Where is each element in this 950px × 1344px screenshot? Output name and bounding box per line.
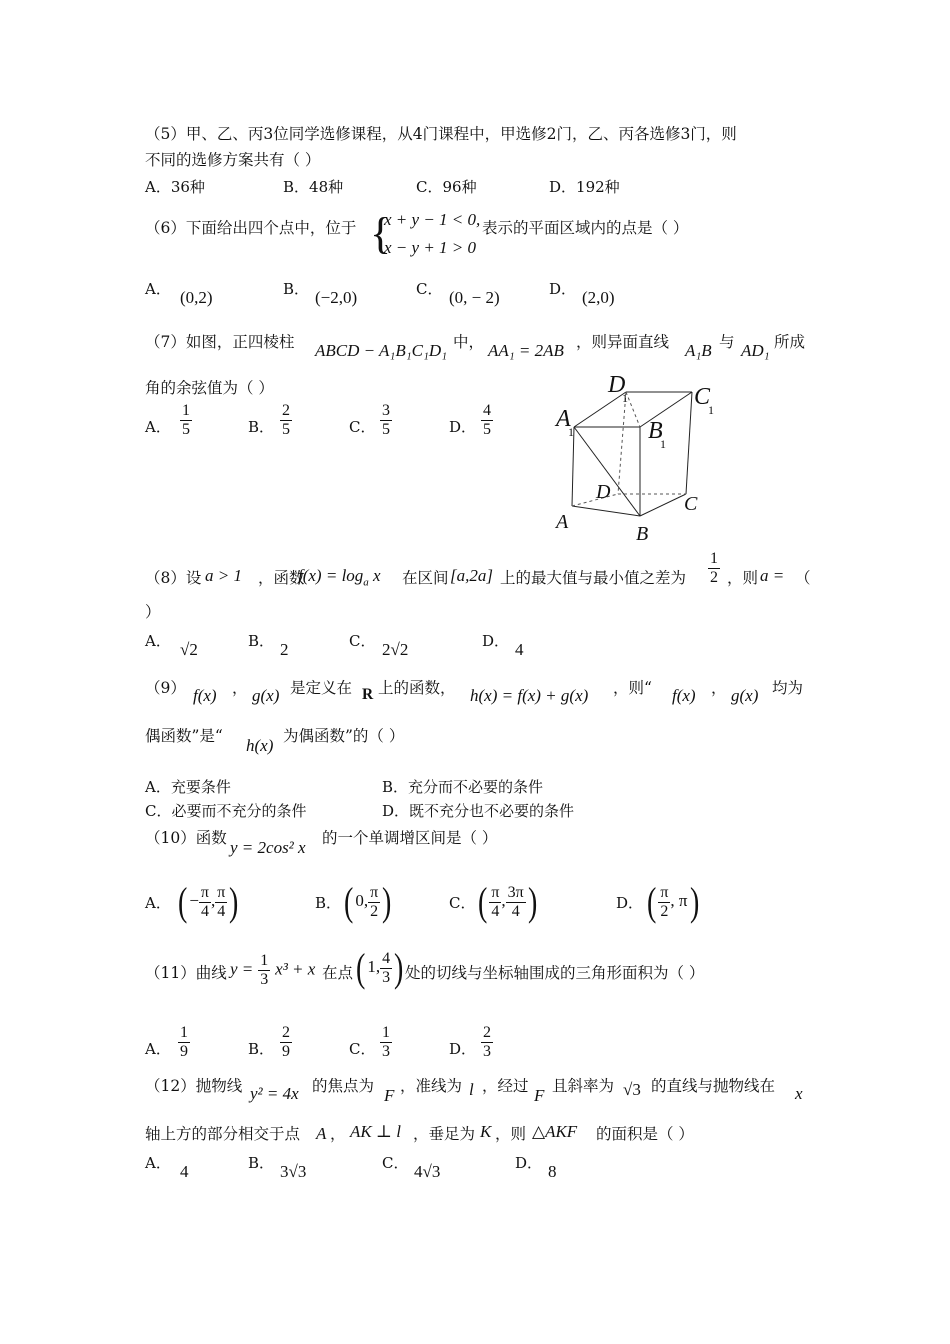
q12-parabola: y² = 4x [250,1084,299,1103]
q12-mid2: ，准线为 [400,1077,463,1095]
label-a: A [556,511,569,533]
q6-label-d: D． [549,280,577,298]
q6-ineq1: x + y − 1 < 0, [384,210,481,229]
q8-label-d: D． [482,632,510,650]
q12-point-k: K [480,1122,492,1141]
q9-line2a: 偶函数”是“ [145,727,223,745]
q10-label-d: D． [616,894,644,912]
q5-option-b: B．48种 [283,178,344,196]
q6-value-d: (2,0) [582,288,615,307]
edge-cc1 [686,392,692,494]
label-c1: C [694,384,711,410]
q9-mid2: 上的函数， [378,679,456,697]
q9-option-d: D．既不充分也不必要的条件 [382,802,575,820]
edge-d1b1 [626,392,640,427]
q8-tail: （ [795,569,811,587]
q7-label-d: D． [449,418,477,436]
q11-prefix: （11）曲线 [145,964,227,982]
q12-mid4: 且斜率为 [552,1077,615,1095]
q7-line-b: AD₁ [741,341,770,360]
q10-interval-d: ( $\frac{\pi}{2}$ , π) [646,879,699,924]
q9-f: f(x) [193,686,217,705]
q12-perp: AK ⊥ l [350,1122,401,1141]
q7-frac-c: $\frac{3}{5}$ [382,402,390,438]
q7-label-b: B． [248,418,275,436]
q8-value-a: √2 [180,640,198,659]
label-d: D [596,481,611,503]
q12-mid3: ，经过 [482,1077,529,1095]
q9-h: h(x) = f(x) + g(x) [470,686,589,705]
q7-line2: 角的余弦值为（ ） [145,379,274,397]
edge-ad [572,494,618,506]
q12-mid: 的焦点为 [312,1077,375,1095]
q5-line2: 不同的选修方案共有（ ） [145,151,321,169]
q11-frac-d: $\frac{2}{3}$ [483,1024,491,1060]
q7-line-a: A₁B [685,341,712,360]
q12-comma: ， [330,1125,346,1143]
q12-directrix: l [469,1080,474,1099]
q12-line2a: 轴上方的部分相交于点 [145,1125,301,1143]
q9-option-a: A．充要条件 [145,778,231,796]
q6-prefix: （6）下面给出四个点中，位于 [145,219,357,237]
label-c: C [684,493,698,515]
brace-icon: { [370,209,392,258]
q12-mid5: 的直线与抛物线在 [651,1077,776,1095]
q7-mid: 中， [453,333,485,351]
label-b1-sub: 1 [660,437,666,451]
label-a1: A [556,406,571,432]
q10-suffix: 的一个单调增区间是（ ） [322,829,498,847]
q6-value-a: (0,2) [180,288,213,307]
q10-interval-b: ( 0, $\frac{\pi}{2}$ ) [343,879,392,924]
q9-mid: 是定义在 [290,679,353,697]
q11-label-b: B． [248,1040,275,1058]
prism-figure [548,364,728,544]
edge-ab [572,506,640,516]
label-c1-sub: 1 [708,403,714,417]
q12-value-c: 4√3 [414,1162,441,1181]
q12-label-b: B． [248,1154,275,1172]
q12-prefix: （12）抛物线 [145,1077,243,1095]
q8-mid4: ，则 [727,569,759,587]
label-b: B [636,523,649,544]
q12-value-b: 3√3 [280,1162,307,1181]
q7-mid2: ，则异面直线 [576,333,670,351]
q9-g: g(x) [252,686,280,705]
q10-label-b: B． [315,894,342,912]
q9-prefix: （9） [145,679,186,697]
q7-condition: AA₁ = 2AB [488,341,564,360]
q5-line1: （5）甲、乙、丙3位同学选修课程，从4门课程中，甲选修2门，乙、丙各选修3门，则 [145,125,737,143]
label-d1: D [608,372,626,398]
q6-label-c: C． [416,280,443,298]
q9-comma: ， [232,679,248,697]
q8-condition: a > 1 [205,566,242,585]
q7-label-a: A． [145,418,171,436]
q5-option-a: A．36种 [145,178,205,196]
edge-dd1 [618,392,626,494]
q6-value-b: (−2,0) [315,288,358,307]
q8-mid3: 上的最大值与最小值之差为 [500,569,687,587]
q8-func: $f(x) = \log_a x$ [298,566,381,589]
q6-value-c: (0, − 2) [449,288,500,307]
q12-label-c: C． [382,1154,409,1172]
q8-prefix: （8）设 [145,569,202,587]
q7-frac-b: $\frac{2}{5}$ [282,402,290,438]
q7-label-c: C． [349,418,376,436]
q12-label-d: D． [515,1154,543,1172]
q7-prefix: （7）如图，正四棱柱 [145,333,295,351]
q9-h2: h(x) [246,736,274,755]
q7-frac-d: $\frac{4}{5}$ [483,402,491,438]
q9-comma2: ， [711,679,727,697]
q8-label-a: A． [145,632,171,650]
edge-bc [640,494,686,516]
q12-line2c: ，则 [495,1125,527,1143]
q11-frac-b: $\frac{2}{9}$ [282,1024,290,1060]
q9-option-c: C．必要而不充分的条件 [145,802,307,820]
q12-line2d: 的面积是（ ） [596,1125,694,1143]
q8-answer: a = [760,566,785,585]
q10-interval-a: ( − $\frac{\pi}{4}$ , $\frac{\pi}{4}$ ) [177,879,239,924]
q12-x: x [795,1084,803,1103]
q8-line2: ） [145,603,161,621]
q12-line2b: ，垂足为 [413,1125,476,1143]
q11-frac-a: $\frac{1}{9}$ [180,1024,188,1060]
q5-option-d: D．192种 [549,178,620,196]
q11-curve: y = $\frac{1}{3}$ x³ + x [230,952,316,988]
q9-g2: g(x) [731,686,759,705]
q12-value-d: 8 [548,1162,557,1181]
q11-label-a: A． [145,1040,171,1058]
q12-focus: F [384,1086,395,1105]
q12-label-a: A． [145,1154,171,1172]
q8-label-b: B． [248,632,275,650]
q9-option-b: B．充分而不必要的条件 [382,778,544,796]
q7-frac-a: $\frac{1}{5}$ [182,402,190,438]
q7-and: 与 [719,333,735,351]
q8-interval: [a,2a] [450,566,493,585]
q10-interval-c: ( $\frac{\pi}{4}$ , $\frac{3\pi}{4}$ ) [477,879,538,924]
q12-value-a: 4 [180,1162,189,1181]
q8-mid: ，函数 [258,569,305,587]
q9-tail: 均为 [772,679,804,697]
q8-value-b: 2 [280,640,289,659]
q11-label-c: C． [349,1040,376,1058]
q8-half: $\frac{1}{2}$ [710,550,718,586]
label-b1: B [648,418,663,444]
q6-ineq2: x − y + 1 > 0 [384,238,477,257]
q12-slope: √3 [623,1080,641,1099]
q11-mid: 在点 [322,964,354,982]
q10-label-c: C． [449,894,476,912]
q11-frac-c: $\frac{1}{3}$ [382,1024,390,1060]
q5-option-c: C．96种 [416,178,477,196]
q7-prism: ABCD − A₁B₁C₁D₁ [315,341,448,360]
q9-real-set: R [362,686,374,703]
q10-func: y = 2cos² x [230,838,306,857]
label-a1-sub: 1 [568,425,574,439]
q8-mid2: 在区间 [402,569,449,587]
q9-line2b: 为偶函数”的（ ） [283,727,405,745]
q11-label-d: D． [449,1040,477,1058]
q12-triangle: △AKF [532,1122,578,1141]
q9-f2: f(x) [672,686,696,705]
label-d1-sub: 1 [622,391,628,405]
q8-value-c: 2√2 [382,640,409,659]
q7-suffix: 所成 [774,333,806,351]
q6-suffix: 表示的平面区域内的点是（ ） [482,219,689,237]
q8-value-d: 4 [515,640,524,659]
q12-point-a: A [316,1124,327,1143]
q10-label-a: A． [145,894,171,912]
q10-prefix: （10）函数 [145,829,227,847]
q8-label-c: C． [349,632,376,650]
q9-mid3: ，则“ [613,679,652,697]
q6-label-b: B． [283,280,310,298]
q12-focus2: F [534,1086,545,1105]
q11-suffix: 处的切线与坐标轴围成的三角形面积为（ ） [405,964,705,982]
q6-label-a: A． [145,280,171,298]
q11-point: ( 1, $\frac{4}{3}$ ) [355,945,404,990]
